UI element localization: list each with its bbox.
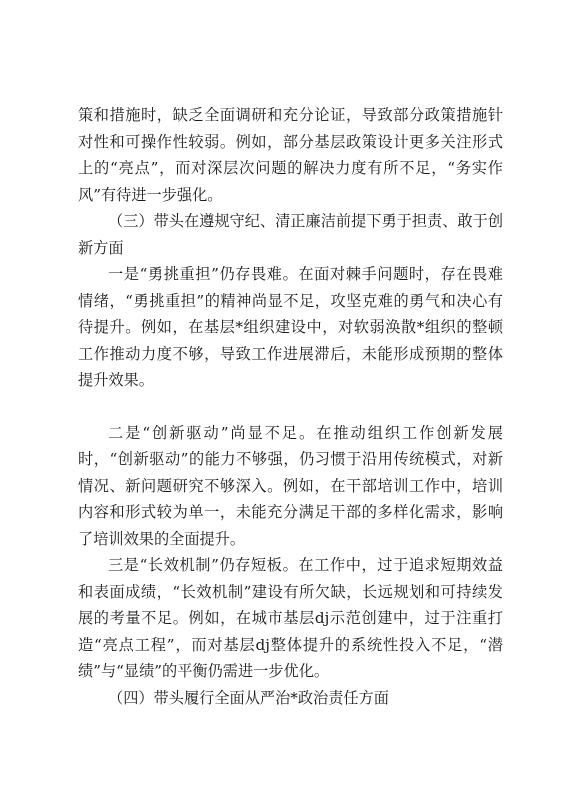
document-body	[78, 102, 503, 711]
paragraph-item-1: 一是“勇挑重担”仍存畏难。在面对棘手问题时，存在畏难情绪，“勇挑重担”的精神尚显不足，攻坚克难的勇气和决心有待提升。例如，在基层*组织建设中，对软弱涣散*组织的整顿工作推动力度不够，导致工作进展滞后，未能形成预期的整体提升效果。	[78, 265, 503, 389]
paragraph-item-3: 三是“长效机制”仍存短板。在工作中，过于追求短期效益和表面成绩，“长效机制”建设有所欠缺，长远规划和可持续发展的考量不足。例如，在城市基层dj示范创建中，过于注重打造“亮点工程”，而对基层dj整体提升的系统性投入不足，“潜绩”与“显绩”的平衡仍需进一步优化。	[78, 556, 503, 680]
section-heading-4: （四）带头履行全面从严治*政治责任方面	[108, 688, 389, 707]
section-heading-3: （三）带头在遵规守纪、清正廉洁前提下勇于担责、敢于创新方面	[78, 212, 503, 257]
paragraph-continuation: 策和措施时，缺乏全面调研和充分论证，导致部分政策措施针对性和可操作性较弱。例如，部分基层政策设计更多关注形式上的“亮点”，而对深层次问题的解决力度有所不足，“务实作风”有待进一步强化。	[78, 106, 503, 204]
paragraph-item-2: 二是“创新驱动”尚显不足。在推动组织工作创新发展时，“创新驱动”的能力不够强，仍习惯于沿用传统模式，对新情况、新问题研究不够深入。例如，在干部培训工作中，培训内容和形式较为单一，未能充分满足干部的多样化需求，影响了培训效果的全面提升。	[78, 423, 503, 548]
